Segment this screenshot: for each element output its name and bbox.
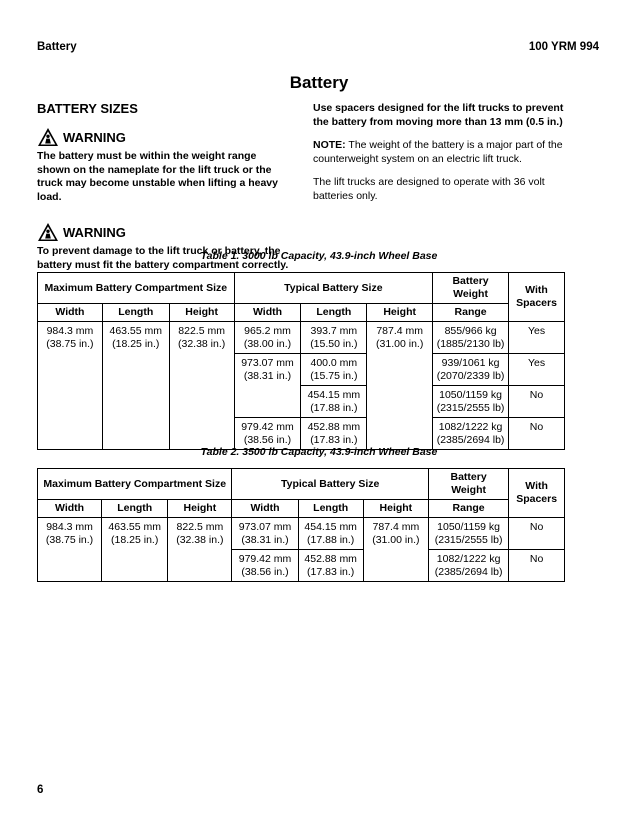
warning-heading-1 bbox=[37, 126, 289, 148]
typ-length-cell: 452.88 mm (17.83 in.) bbox=[301, 418, 367, 450]
page-number: 6 bbox=[37, 784, 44, 796]
warning-triangle-icon bbox=[37, 222, 59, 242]
header-compartment-size: Maximum Battery Compartment Size bbox=[38, 469, 232, 500]
comp-length-cell: 463.55 mm (18.25 in.) bbox=[102, 322, 169, 450]
table1-caption: Table 1. 3000 lb Capacity, 43.9-inch Wheel Base bbox=[200, 250, 438, 262]
battery-table-3000lb bbox=[37, 272, 565, 450]
header-weight-range: Range bbox=[433, 304, 509, 322]
header-comp-height: Height bbox=[169, 304, 234, 322]
header-typ-length: Length bbox=[301, 304, 367, 322]
typ-width-cell: 973.07 mm (38.31 in.) bbox=[232, 518, 298, 550]
weight-range-cell: 1082/1222 kg (2385/2694 lb) bbox=[428, 550, 508, 582]
header-typ-width: Width bbox=[234, 304, 301, 322]
warning-triangle-icon bbox=[37, 127, 59, 147]
typ-width-cell: 979.42 mm (38.56 in.) bbox=[234, 418, 301, 450]
weight-range-cell: 1082/1222 kg (2385/2694 lb) bbox=[433, 418, 509, 450]
typ-length-cell: 454.15 mm (17.88 in.) bbox=[298, 518, 363, 550]
warning-heading-2 bbox=[37, 221, 289, 243]
header-typ-height: Height bbox=[363, 500, 428, 518]
header-battery-weight: Battery Weight bbox=[433, 273, 509, 304]
page-title: Battery bbox=[289, 73, 349, 92]
note-paragraph bbox=[313, 139, 569, 166]
warning-label-1: WARNING bbox=[63, 129, 126, 145]
table-row bbox=[38, 322, 565, 354]
header-typical-size: Typical Battery Size bbox=[232, 469, 428, 500]
typ-length-cell: 400.0 mm (15.75 in.) bbox=[301, 354, 367, 386]
weight-range-cell: 855/966 kg (1885/2130 lb) bbox=[433, 322, 509, 354]
left-column bbox=[37, 101, 289, 272]
header-comp-width: Width bbox=[38, 304, 103, 322]
warning-text-1: The battery must be within the weight range shown on the nameplate for the lift truck or the truck may become unstable when lifting a heavy load. bbox=[37, 150, 278, 203]
comp-width-cell: 984.3 mm (38.75 in.) bbox=[38, 518, 102, 582]
header-typ-height: Height bbox=[367, 304, 433, 322]
typ-length-cell: 454.15 mm (17.88 in.) bbox=[301, 386, 367, 418]
spacers-cell: Yes bbox=[509, 322, 565, 354]
header-typical-size: Typical Battery Size bbox=[234, 273, 433, 304]
weight-range-cell: 1050/1159 kg (2315/2555 lb) bbox=[428, 518, 508, 550]
header-comp-length: Length bbox=[102, 304, 169, 322]
comp-width-cell: 984.3 mm (38.75 in.) bbox=[38, 322, 103, 450]
typ-width-cell: 965.2 mm (38.00 in.) bbox=[234, 322, 301, 354]
typ-height-cell: 787.4 mm (31.00 in.) bbox=[367, 322, 433, 450]
typ-length-cell: 452.88 mm (17.83 in.) bbox=[298, 550, 363, 582]
comp-height-cell: 822.5 mm (32.38 in.) bbox=[169, 322, 234, 450]
header-typ-length: Length bbox=[298, 500, 363, 518]
header-comp-width: Width bbox=[38, 500, 102, 518]
header-compartment-size: Maximum Battery Compartment Size bbox=[38, 273, 235, 304]
header-typ-width: Width bbox=[232, 500, 298, 518]
running-header-section: Battery bbox=[37, 41, 77, 53]
comp-length-cell: 463.55 mm (18.25 in.) bbox=[102, 518, 168, 582]
typ-height-cell: 787.4 mm (31.00 in.) bbox=[363, 518, 428, 582]
warning-label-2: WARNING bbox=[63, 224, 126, 240]
header-battery-weight: Battery Weight bbox=[428, 469, 508, 500]
spacers-cell: No bbox=[509, 418, 565, 450]
spacers-cell: No bbox=[509, 550, 565, 582]
comp-height-cell: 822.5 mm (32.38 in.) bbox=[168, 518, 232, 582]
running-header-doc-number: 100 YRM 994 bbox=[528, 41, 599, 53]
note-text: The weight of the battery is a major part of the counterweight system on an electric lift truck. bbox=[313, 139, 563, 165]
spacer-instruction: Use spacers designed for the lift trucks to prevent the battery from moving more than 13 mm (0.5 in.) bbox=[313, 102, 564, 128]
battery-table-3500lb bbox=[37, 468, 565, 582]
warning-text-2: To prevent damage to the lift truck or battery, the battery must fit the battery compartment correctly. bbox=[37, 245, 289, 271]
note-label: NOTE: bbox=[313, 139, 346, 151]
typ-width-cell: 973.07 mm (38.31 in.) bbox=[234, 354, 301, 418]
weight-range-cell: 939/1061 kg (2070/2339 lb) bbox=[433, 354, 509, 386]
table2-caption: Table 2. 3500 lb Capacity, 43.9-inch Wheel Base bbox=[200, 446, 438, 458]
header-with-spacers: With Spacers bbox=[509, 469, 565, 518]
header-comp-length: Length bbox=[102, 500, 168, 518]
spacers-cell: No bbox=[509, 518, 565, 550]
voltage-paragraph: The lift trucks are designed to operate with 36 volt batteries only. bbox=[313, 176, 545, 202]
table-row bbox=[38, 518, 565, 550]
typ-length-cell: 393.7 mm (15.50 in.) bbox=[301, 322, 367, 354]
header-weight-range: Range bbox=[428, 500, 508, 518]
typ-width-cell: 979.42 mm (38.56 in.) bbox=[232, 550, 298, 582]
header-comp-height: Height bbox=[168, 500, 232, 518]
header-with-spacers: With Spacers bbox=[509, 273, 565, 322]
section-heading: BATTERY SIZES bbox=[37, 101, 138, 116]
weight-range-cell: 1050/1159 kg (2315/2555 lb) bbox=[433, 386, 509, 418]
spacers-cell: Yes bbox=[509, 354, 565, 386]
spacers-cell: No bbox=[509, 386, 565, 418]
right-column bbox=[313, 102, 569, 213]
